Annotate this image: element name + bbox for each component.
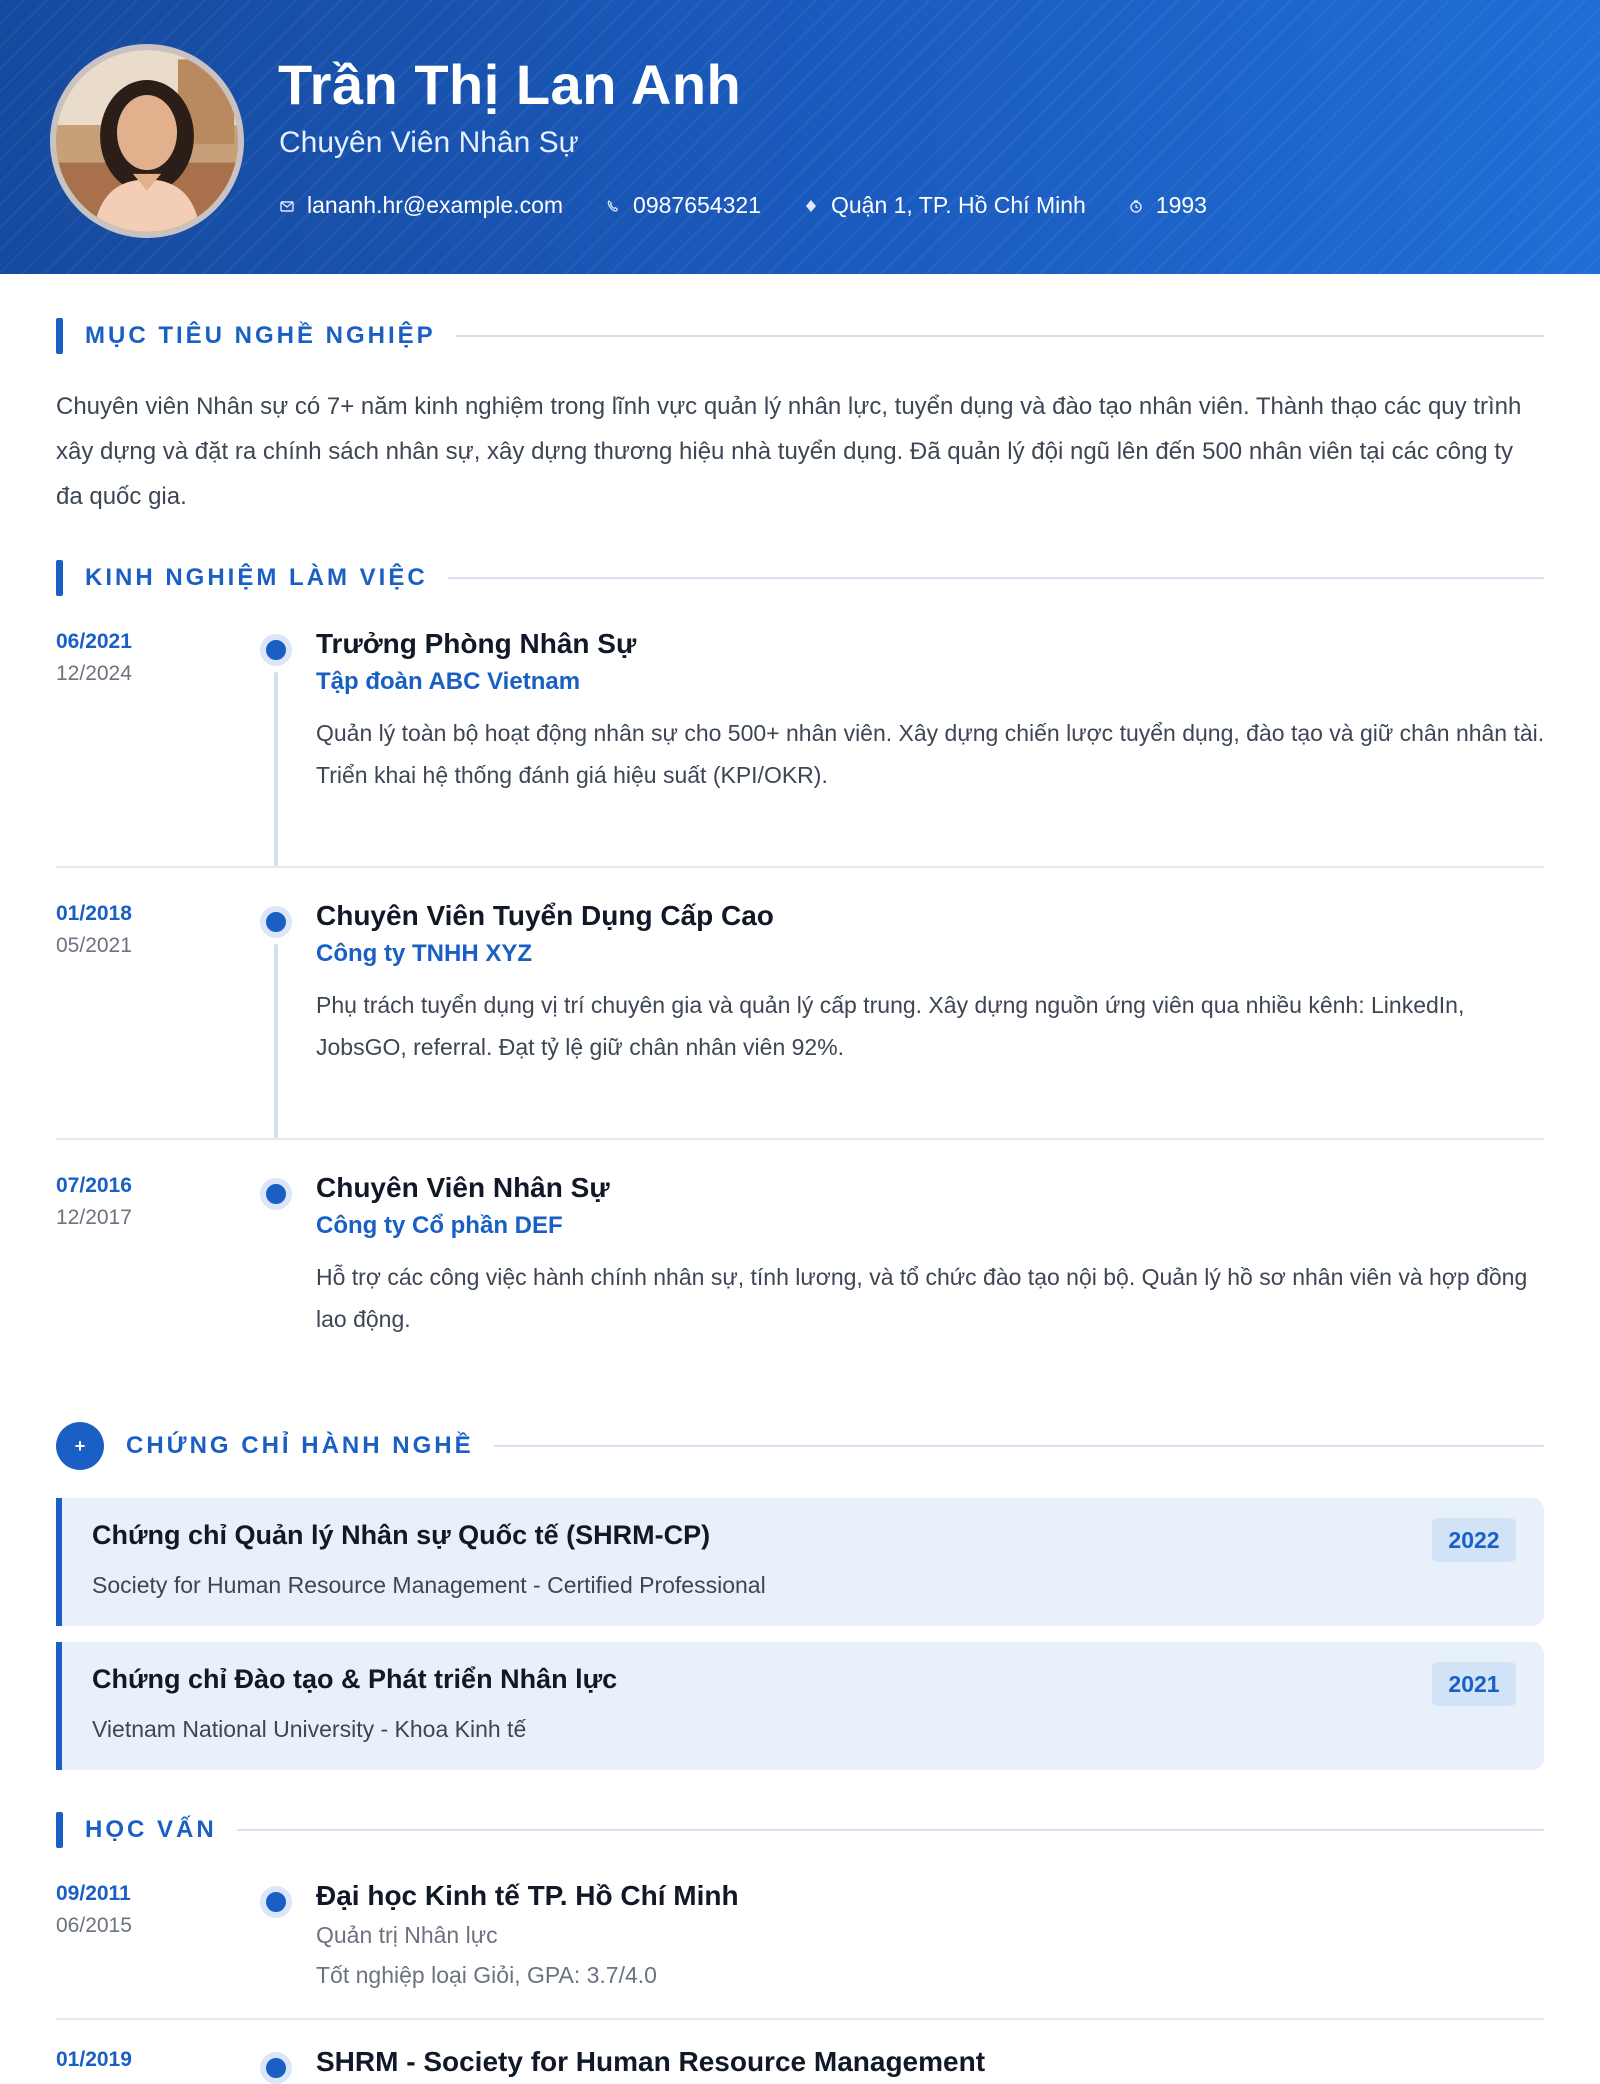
certificate-card bbox=[56, 1642, 1544, 1770]
timeline-line bbox=[274, 672, 278, 866]
section-title: HỌC VẤN bbox=[85, 1816, 217, 1843]
job-role: Chuyên Viên Tuyển Dụng Cấp Cao bbox=[316, 900, 774, 931]
job-description: Quản lý toàn bộ hoạt động nhân sự cho 500+ nhân viên. Xây dựng chiến lược tuyển dụng, đào tạo và giữ chân nhân tài. Triển khai hệ thống đánh giá hiệu suất (KPI/OKR). bbox=[316, 720, 1545, 788]
plus-icon: + bbox=[56, 1422, 104, 1470]
end-date: 06/2015 bbox=[56, 1914, 132, 1937]
section-accent-bar bbox=[56, 1812, 63, 1848]
certificate-issuer: Vietnam National University - Khoa Kinh tế bbox=[92, 1716, 527, 1742]
contact-location-text: Quận 1, TP. Hồ Chí Minh bbox=[830, 192, 1086, 218]
job-description: Hỗ trợ các công việc hành chính nhân sự, tính lương, và tổ chức đào tạo nội bộ. Quản lý hồ sơ nhân viên và hợp đồng lao động. bbox=[316, 1264, 1528, 1332]
certificate-year-badge: 2021 bbox=[1432, 1662, 1516, 1706]
section-divider-line bbox=[448, 577, 1544, 579]
company-name: Công ty Cổ phần DEF bbox=[316, 1212, 563, 1239]
section-experience-header bbox=[56, 560, 1544, 596]
timeline-dot bbox=[260, 634, 292, 666]
section-divider-line bbox=[237, 1829, 1544, 1831]
avatar bbox=[50, 44, 244, 238]
section-accent-bar bbox=[56, 560, 63, 596]
school-name: Đại học Kinh tế TP. Hồ Chí Minh bbox=[316, 1880, 739, 1911]
timeline-dot bbox=[260, 2052, 292, 2084]
contact-phone[interactable] bbox=[605, 192, 761, 219]
contact-location bbox=[803, 192, 1086, 219]
start-date: 07/2016 bbox=[56, 1174, 132, 1197]
end-date: 05/2021 bbox=[56, 934, 132, 957]
timeline-dot bbox=[260, 1886, 292, 1918]
objective-text: Chuyên viên Nhân sự có 7+ năm kinh nghiệm trong lĩnh vực quản lý nhân lực, tuyển dụng và đào tạo nhân viên. Thành thạo các quy trình xây dựng và đặt ra chính sách nhân sự, xây dựng thương hiệu nhà tuyển dụng. Đã quản lý đội ngũ lên đến 500 nhân viên tại các công ty đa quốc gia. bbox=[56, 393, 1522, 510]
company-name: Công ty TNHH XYZ bbox=[316, 940, 532, 967]
mail-icon bbox=[279, 198, 295, 214]
candidate-title: Chuyên Viên Nhân Sự bbox=[279, 126, 579, 159]
entry-divider bbox=[56, 2018, 1544, 2020]
section-accent-bar bbox=[56, 318, 63, 354]
calendar-icon bbox=[1128, 198, 1144, 214]
entry-divider bbox=[56, 866, 1544, 868]
company-name: Tập đoàn ABC Vietnam bbox=[316, 668, 581, 695]
timeline-line bbox=[274, 944, 278, 1138]
certificate-name: Chứng chỉ Quản lý Nhân sự Quốc tế (SHRM-CP) bbox=[92, 1520, 711, 1550]
job-description: Phụ trách tuyển dụng vị trí chuyên gia và quản lý cấp trung. Xây dựng nguồn ứng viên qua nhiều kênh: LinkedIn, JobsGO, referral. Đạt tỷ lệ giữ chân nhân viên 92%. bbox=[316, 992, 1465, 1060]
graduation-note: Tốt nghiệp loại Giỏi, GPA: 3.7/4.0 bbox=[316, 1962, 657, 1988]
phone-icon bbox=[605, 198, 621, 214]
timeline-dot bbox=[260, 906, 292, 938]
candidate-name: Trần Thị Lan Anh bbox=[278, 53, 742, 116]
contact-email-text: lananh.hr@example.com bbox=[307, 192, 564, 218]
avatar-photo bbox=[56, 50, 238, 232]
section-education-header bbox=[56, 1812, 1544, 1848]
contact-list bbox=[279, 192, 1249, 219]
section-divider-line bbox=[456, 335, 1544, 337]
start-date: 01/2018 bbox=[56, 902, 132, 925]
certificate-name: Chứng chỉ Đào tạo & Phát triển Nhân lực bbox=[92, 1664, 618, 1694]
entry-divider bbox=[56, 1138, 1544, 1140]
job-role: Chuyên Viên Nhân Sự bbox=[316, 1172, 610, 1203]
section-title: KINH NGHIỆM LÀM VIỆC bbox=[85, 564, 428, 591]
profile-header bbox=[0, 0, 1600, 274]
section-certificates-header bbox=[56, 1428, 1544, 1464]
location-icon bbox=[803, 198, 819, 214]
contact-birth-year bbox=[1128, 192, 1207, 219]
start-date: 09/2011 bbox=[56, 1882, 131, 1905]
major: Quản trị Nhân lực bbox=[316, 1922, 498, 1948]
contact-phone-text: 0987654321 bbox=[633, 192, 761, 218]
end-date: 12/2024 bbox=[56, 662, 132, 685]
certificate-year-badge: 2022 bbox=[1432, 1518, 1516, 1562]
job-role: Trưởng Phòng Nhân Sự bbox=[316, 628, 637, 659]
end-date: 12/2017 bbox=[56, 1206, 132, 1229]
start-date: 06/2021 bbox=[56, 630, 132, 653]
certificate-card bbox=[56, 1498, 1544, 1626]
section-divider-line bbox=[494, 1445, 1544, 1447]
contact-email[interactable] bbox=[279, 192, 563, 219]
timeline-dot bbox=[260, 1178, 292, 1210]
contact-birth-year-text: 1993 bbox=[1155, 192, 1207, 218]
certificate-issuer: Society for Human Resource Management - Certified Professional bbox=[92, 1572, 766, 1598]
school-name: SHRM - Society for Human Resource Management bbox=[316, 2046, 986, 2077]
section-objective-header bbox=[56, 318, 1544, 354]
start-date: 01/2019 bbox=[56, 2048, 132, 2071]
section-title: CHỨNG CHỈ HÀNH NGHỀ bbox=[126, 1432, 474, 1459]
section-title: MỤC TIÊU NGHỀ NGHIỆP bbox=[85, 322, 436, 349]
